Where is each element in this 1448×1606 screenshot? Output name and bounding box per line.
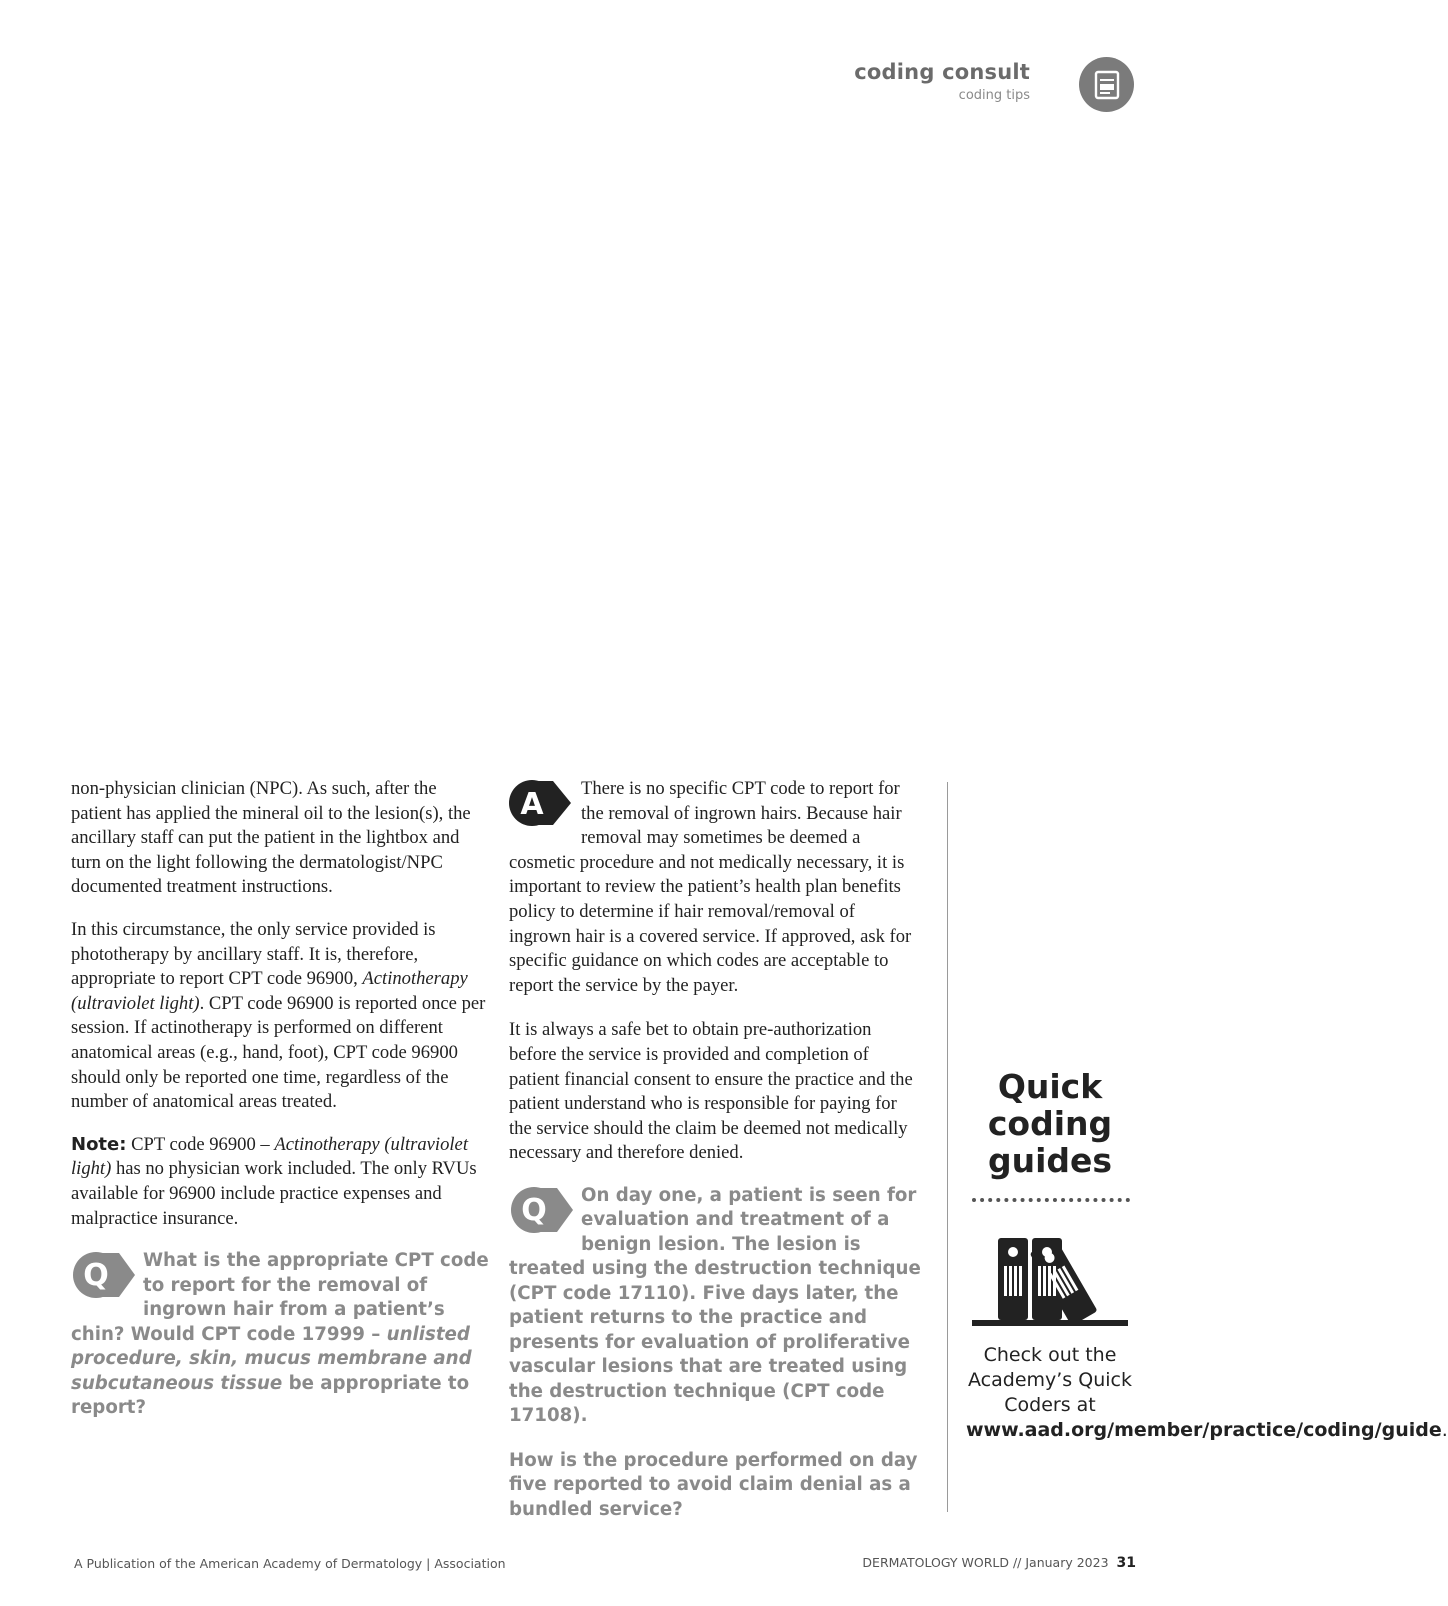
sidebar-divider	[947, 782, 948, 1512]
document-icon	[1079, 57, 1134, 112]
answer-badge-icon	[509, 777, 575, 829]
note-label: Note:	[71, 1133, 127, 1155]
code-descriptor: Actinotherapy (ultraviolet light)	[71, 968, 468, 1014]
answer-block	[509, 777, 921, 998]
text-run: .	[1441, 1419, 1448, 1441]
section-subtitle: coding tips	[958, 88, 1030, 103]
note-paragraph	[71, 1133, 491, 1231]
page-number: 31	[1116, 1555, 1136, 1571]
column-left	[71, 777, 491, 1441]
question-followup: How is the procedure performed on day five reported to avoid claim denial as a bundled service?	[509, 1449, 918, 1520]
paragraph: It is always a safe bet to obtain pre-authorization before the service is provided and completion of patient financial consent to ensure the practice and the patient understand who is responsible for paying for the service should the claim be deemed not medically necessary and therefore denied.	[509, 1019, 913, 1164]
issue-label: DERMATOLOGY WORLD // January 2023	[862, 1555, 1109, 1570]
section-header	[854, 60, 1030, 103]
books-icon	[970, 1228, 1132, 1333]
question-badge-icon	[509, 1184, 575, 1236]
question-badge-icon	[71, 1249, 137, 1301]
paragraph: non-physician clinician (NPC). As such, after the patient has applied the mineral oil to the lesion(s), the ancillary staff can put the patient in the lightbox and turn on the light following the dermatologist/NPC documented treatment instructions.	[71, 778, 471, 898]
text-run: has no physician work included. The only RVUs available for 96900 include practice expenses and malpractice insurance.	[71, 1158, 477, 1229]
text-run: What is the appropriate CPT code to report for the removal of ingrown hair from a patient’s chin? Would CPT code 17999 –	[71, 1250, 489, 1345]
badge-letter: Q	[83, 1258, 109, 1294]
text-run: CPT code 96900 –	[126, 1133, 275, 1155]
sidebar-text	[966, 1343, 1448, 1443]
footer-issue	[862, 1555, 1136, 1571]
text-run: In this circumstance, the only service provided is phototherapy by ancillary staff. It is, therefore, appropriate to report CPT code 96900,	[71, 918, 436, 990]
code-descriptor: Actinotherapy (ultraviolet light)	[71, 1133, 468, 1180]
badge-letter: A	[520, 787, 544, 822]
question-text: On day one, a patient is seen for evaluation and treatment of a benign lesion. The lesion is treated using the destruction technique (CPT code 17110). Five days later, the patient returns to the practice and presents for evaluation of proliferative vascular lesions that are treated using the destruction technique (CPT code 17108).	[509, 1184, 921, 1427]
code-descriptor: unlisted procedure, skin, mucus membrane and subcutaneous tissue	[71, 1323, 472, 1394]
text-run: . CPT code 96900 is reported once per session. If actinotherapy is performed on different anatomical areas (e.g., hand, foot), CPT code 96900 should only be reported one time, regardless of the number of anatomical areas treated.	[71, 992, 486, 1113]
dotted-divider	[972, 1198, 1130, 1202]
question-block	[71, 1249, 491, 1421]
sidebar-title: Quick coding guides	[987, 1067, 1113, 1180]
footer-publication: A Publication of the American Academy of Dermatology | Association	[74, 1556, 506, 1571]
text-run: be appropriate to report?	[71, 1372, 470, 1419]
question-block	[509, 1184, 921, 1429]
section-title: coding consult	[854, 60, 1030, 84]
paragraph	[71, 918, 491, 1115]
quick-coders-link[interactable]: www.aad.org/member/practice/coding/guide	[966, 1419, 1442, 1441]
column-middle	[509, 777, 921, 1522]
badge-letter: Q	[521, 1192, 547, 1228]
text-run: Check out the Academy’s Quick Coders at	[968, 1344, 1132, 1416]
answer-text: There is no specific CPT code to report for the removal of ingrown hairs. Because hair removal may sometimes be deemed a cosmetic procedure and not medically necessary, it is important to review the patient’s health plan benefits policy to determine if hair removal/removal of ingrown hair is a covered service. If approved, ask for specific guidance on which codes are acceptable to report the service by the payer.	[509, 778, 912, 996]
